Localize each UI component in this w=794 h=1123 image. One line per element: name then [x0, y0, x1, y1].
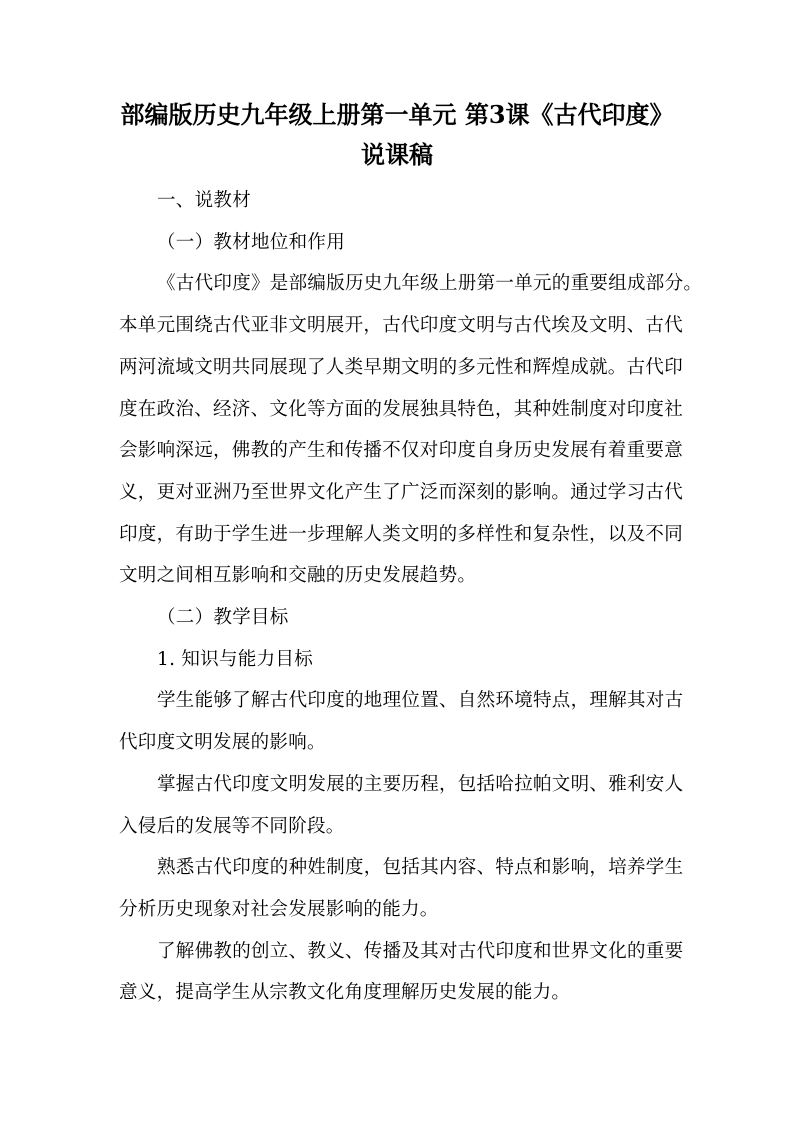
body-line: （二）教学目标 — [157, 607, 289, 628]
body-line: 1. 知识与能力目标 — [157, 649, 314, 670]
body-line: 文明之间相互影响和交融的历史发展趋势。 — [119, 565, 477, 586]
body-line: 掌握古代印度文明发展的主要历程，包括哈拉帕文明、雅利安人 — [157, 774, 684, 795]
body-line: 熟悉古代印度的种姓制度，包括其内容、特点和影响，培养学生 — [157, 857, 684, 878]
body-line: 一、说教材 — [157, 190, 252, 211]
body-line: 代印度文明发展的影响。 — [119, 732, 326, 753]
body-line: 分析历史现象对社会发展影响的能力。 — [119, 899, 439, 920]
document-title: 部编版历史九年级上册第一单元 第3课《古代印度》 — [120, 100, 674, 129]
body-line: 意义，提高学生从宗教文化角度理解历史发展的能力。 — [119, 982, 571, 1003]
body-line: 印度，有助于学生进一步理解人类文明的多样性和复杂性，以及不同 — [119, 524, 684, 545]
body-line: （一）教材地位和作用 — [157, 232, 346, 253]
body-line: 《古代印度》是部编版历史九年级上册第一单元的重要组成部分。 — [157, 273, 703, 294]
body-line: 了解佛教的创立、教义、传播及其对古代印度和世界文化的重要 — [157, 941, 684, 962]
body-line: 入侵后的发展等不同阶段。 — [119, 816, 345, 837]
body-line: 义，更对亚洲乃至世界文化产生了广泛而深刻的影响。通过学习古代 — [119, 482, 684, 503]
body-line: 会影响深远，佛教的产生和传播不仅对印度自身历史发展有着重要意 — [119, 440, 684, 461]
body-line: 两河流域文明共同展现了人类早期文明的多元性和辉煌成就。古代印 — [119, 357, 684, 378]
body-line: 度在政治、经济、文化等方面的发展独具特色，其种姓制度对印度社 — [119, 399, 684, 420]
document-subtitle: 说课稿 — [361, 140, 433, 169]
body-line: 学生能够了解古代印度的地理位置、自然环境特点，理解其对古 — [157, 690, 684, 711]
body-line: 本单元围绕古代亚非文明展开，古代印度文明与古代埃及文明、古代 — [119, 315, 684, 336]
